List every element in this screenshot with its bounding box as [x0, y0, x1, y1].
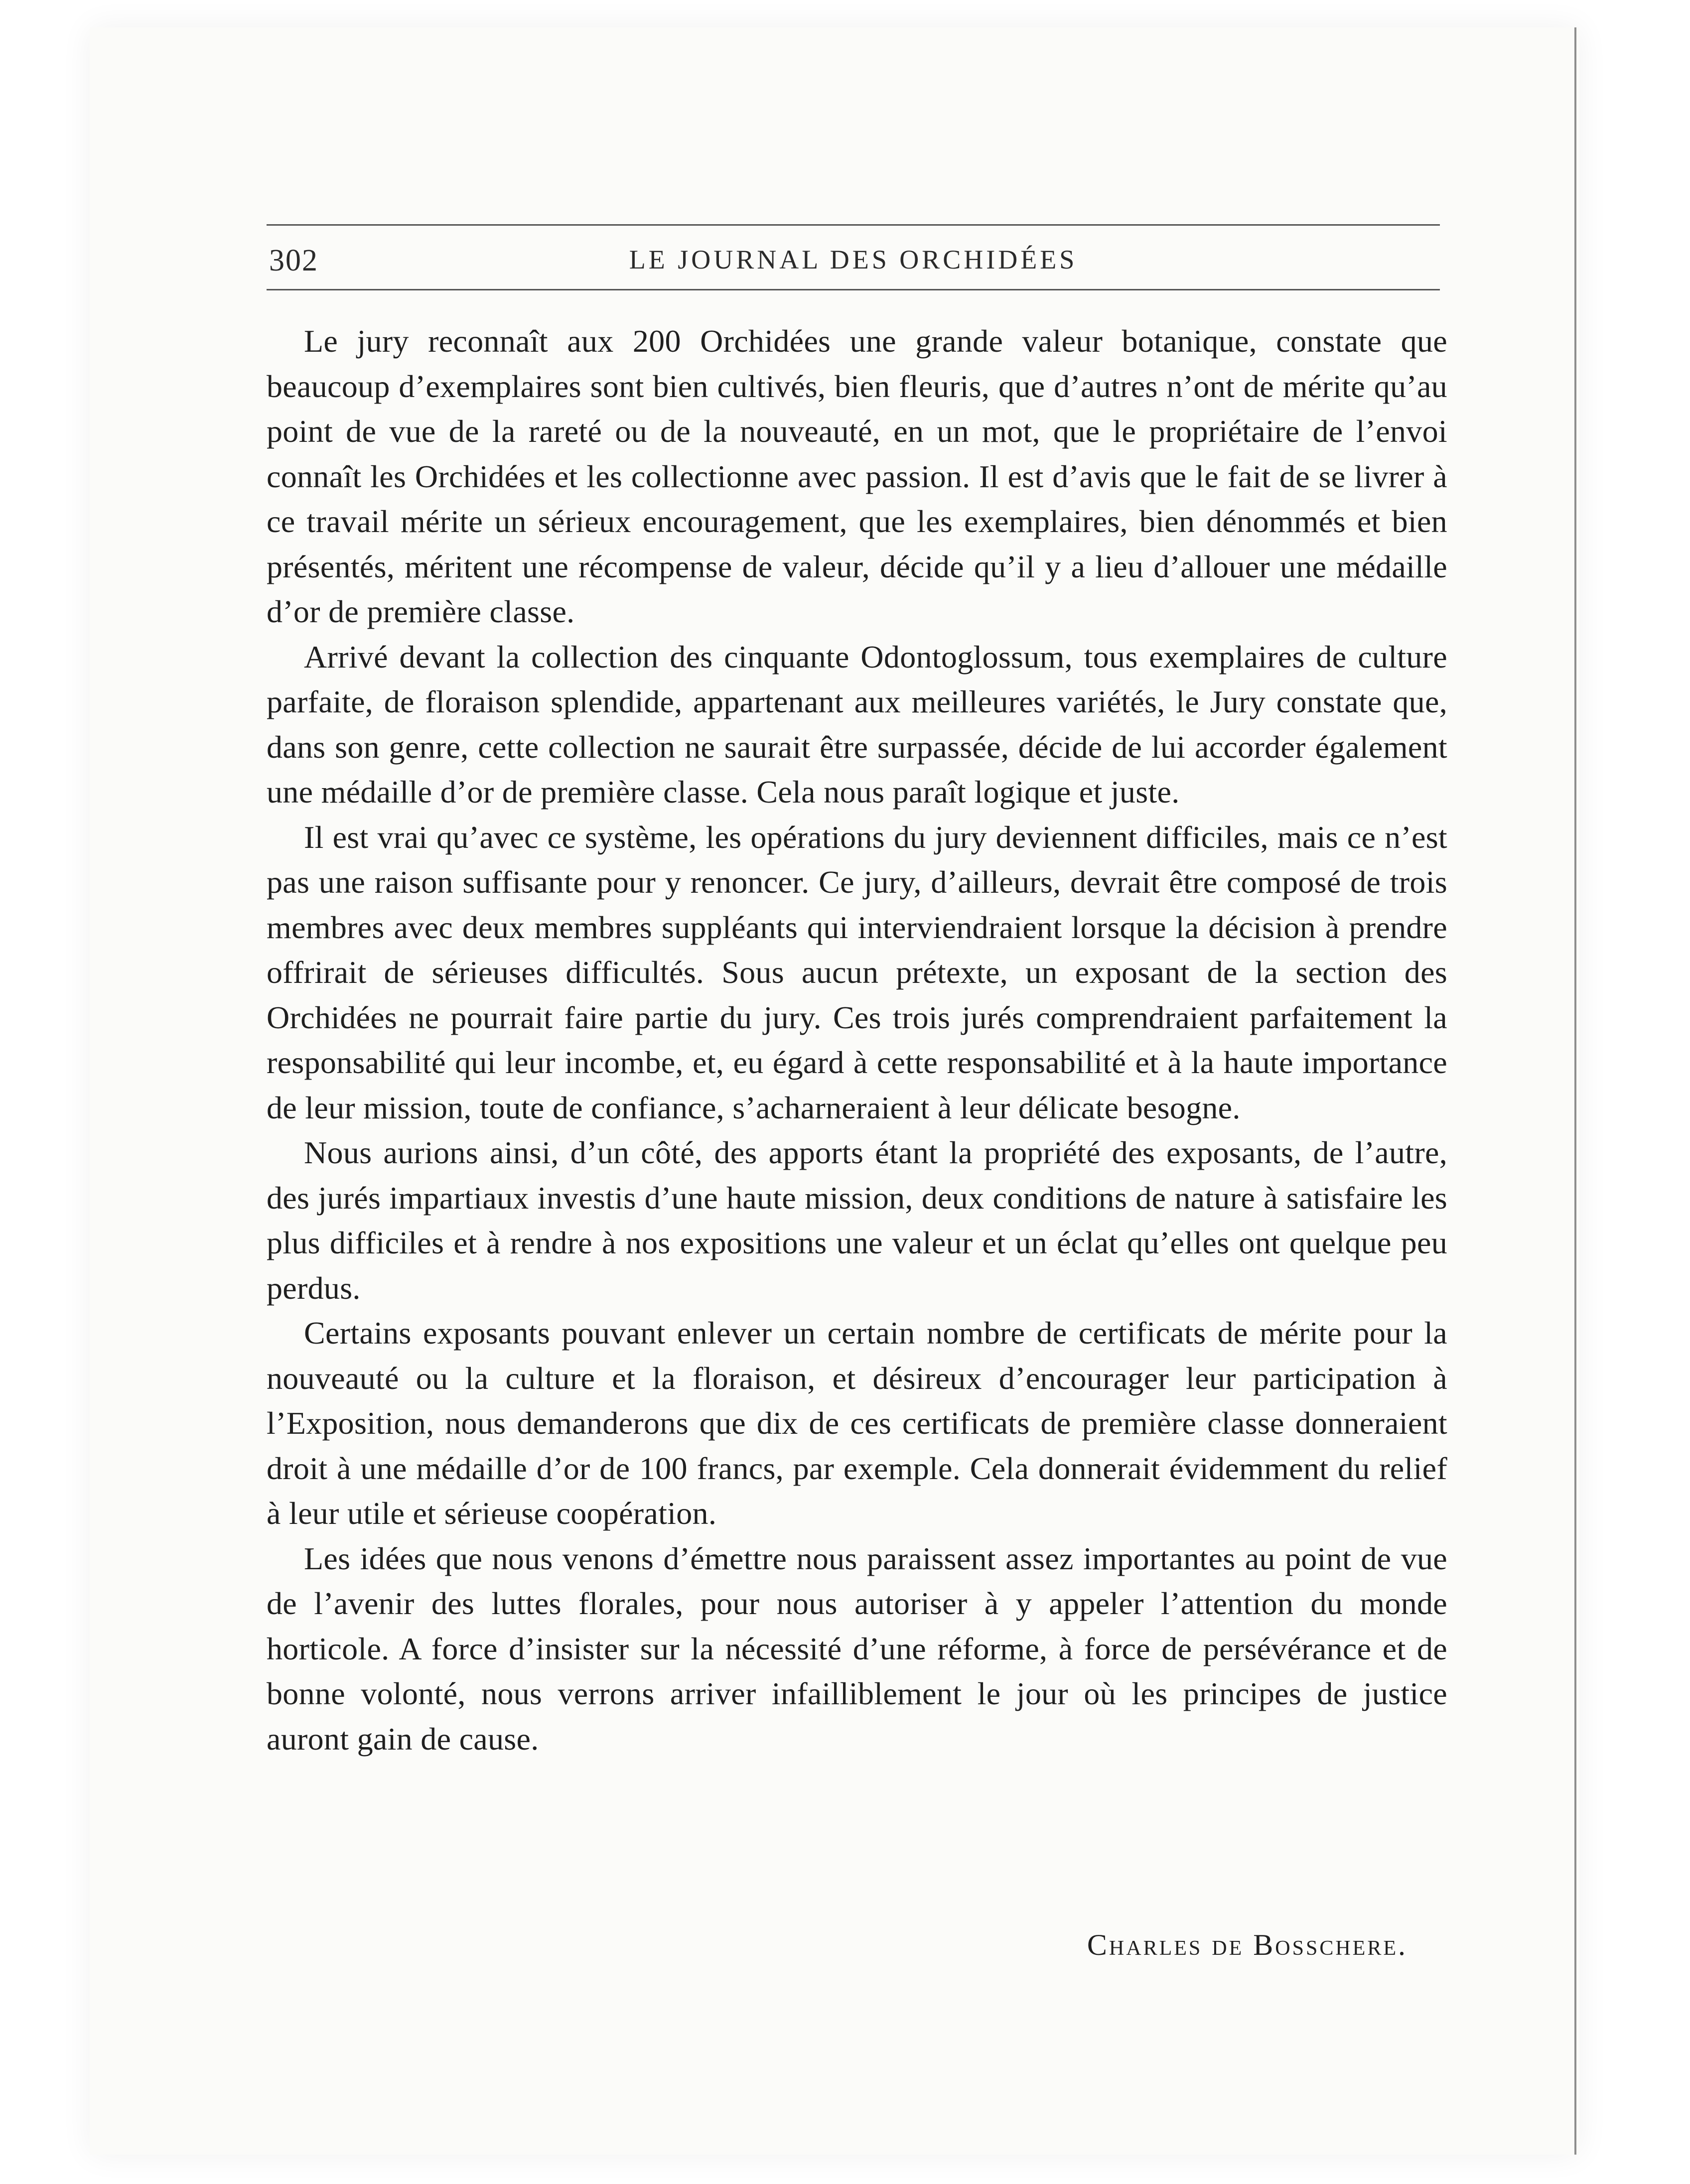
paragraph: Les idées que nous venons d’émettre nous paraissent assez importantes au point de vue de l’avenir des luttes florales, pour nous autoriser à y appeler l’attention du monde horticole. A force d’insister sur la nécessité d’une réforme, à force de persévérance et de bonne volonté, nous verrons arriver infailliblement le jour où les principes de justice auront gain de cause.: [267, 1540, 1447, 1757]
paragraph: Le jury reconnaît aux 200 Orchidées une grande valeur botanique, constate que beaucoup d’exemplaires sont bien cultivés, bien fleuris, que d’autres n’ont de mérite qu’au point de vue de la rareté ou de la nouveauté, en un mot, que le propriétaire de l’envoi connaît les Orchidées et les collectionne avec passion. Il est d’avis que le fait de se livrer à ce travail mérite un sérieux encouragement, que les exemplaires, bien dénommés et bien présentés, méritent une récompense de valeur, décide qu’il y a lieu d’allouer une médaille d’or de première classe.: [267, 323, 1447, 629]
page-edge: [1574, 27, 1576, 2155]
paragraph: Arrivé devant la collection des cinquante Odontoglossum, tous exemplaires de culture parfaite, de floraison splendide, appartenant aux meilleures variétés, le Jury constate que, dans son genre, cette collection ne saurait être surpassée, décide de lui accorder également une médaille d’or de première classe. Cela nous paraît logique et juste.: [267, 639, 1447, 810]
paragraph: Certains exposants pouvant enlever un certain nombre de certificats de mérite pour la nouveauté ou la culture et la floraison, et désireux d’encourager leur participation à l’Exposition, nous demanderons que dix de ces certificats de première classe donneraient droit à une médaille d’or de 100 francs, par exemple. Cela donnerait évidemment du relief à leur utile et sérieuse coopération.: [267, 1315, 1447, 1531]
author-signature: Charles de Bosschere.: [1087, 1928, 1408, 1961]
running-title: LE JOURNAL DES ORCHIDÉES: [629, 245, 1078, 274]
paragraph: Il est vrai qu’avec ce système, les opérations du jury deviennent difficiles, mais ce n’est pas une raison suffisante pour y renoncer. Ce jury, d’ailleurs, devrait être composé de trois membres avec deux membres suppléants qui interviendraient lorsque la décision à prendre offrirait de sérieuses difficultés. Sous aucun prétexte, un exposant de la section des Orchidées ne pourrait faire partie du jury. Ces trois jurés comprendraient parfaitement la responsabilité qui leur incombe, et, eu égard à cette responsabilité et à la haute importance de leur mission, toute de confiance, s’acharneraient à leur délicate besogne.: [267, 819, 1447, 1125]
header-rule-bottom: [267, 289, 1440, 290]
article-body: [267, 319, 1447, 1762]
header-rule-top: [267, 224, 1440, 226]
paragraph: Nous aurions ainsi, d’un côté, des apports étant la propriété des exposants, de l’autre, des jurés impartiaux investis d’une haute mission, deux conditions de nature à satisfaire les plus difficiles et à rendre à nos expositions une valeur et un éclat qu’elles ont quelque peu perdus.: [267, 1135, 1447, 1306]
page-number: 302: [269, 244, 318, 277]
